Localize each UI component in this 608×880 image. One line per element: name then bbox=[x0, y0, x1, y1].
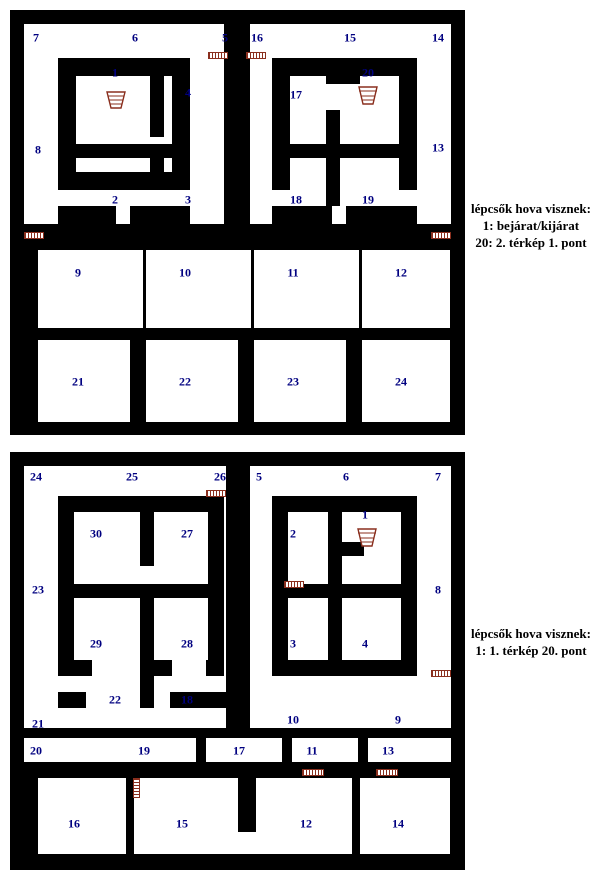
map2-wall bbox=[401, 496, 417, 676]
map1-label-11: 11 bbox=[287, 265, 299, 280]
map2-label-8: 8 bbox=[435, 582, 441, 597]
map2-wall bbox=[328, 500, 342, 542]
map2-wall bbox=[196, 738, 206, 762]
map2-label-17: 17 bbox=[233, 743, 245, 758]
map2-label-5: 5 bbox=[256, 469, 262, 484]
map2-label-11: 11 bbox=[306, 743, 318, 758]
stairs-marker bbox=[206, 490, 226, 497]
map1-label-6: 6 bbox=[132, 30, 138, 45]
map1-label-21: 21 bbox=[72, 374, 84, 389]
map1-legend bbox=[471, 200, 591, 251]
map2-label-25: 25 bbox=[126, 469, 138, 484]
map1-wall bbox=[58, 58, 190, 76]
map2-label-27: 27 bbox=[181, 526, 193, 541]
map1-label-3: 3 bbox=[185, 192, 191, 207]
map2-label-1: 1 bbox=[362, 507, 368, 522]
map2-label-16: 16 bbox=[68, 816, 80, 831]
map2-wall bbox=[58, 496, 74, 676]
map1-wall bbox=[340, 144, 399, 158]
map2-label-28: 28 bbox=[181, 636, 193, 651]
map2-wall bbox=[58, 496, 208, 512]
map2-wall bbox=[24, 728, 451, 738]
map1-label-4: 4 bbox=[185, 85, 191, 100]
map2-wall bbox=[140, 676, 154, 708]
map1-wall bbox=[272, 58, 290, 190]
map1-label-24: 24 bbox=[395, 374, 407, 389]
map1-label-23: 23 bbox=[287, 374, 299, 389]
dungeon-map-1 bbox=[10, 10, 465, 435]
map2-legend bbox=[471, 625, 591, 659]
map2-label-3: 3 bbox=[290, 636, 296, 651]
map1-room-23 bbox=[254, 340, 346, 422]
map1-room-9 bbox=[38, 250, 143, 328]
map1-wall bbox=[58, 58, 76, 190]
map1-room-22 bbox=[146, 340, 238, 422]
map1-label-18: 18 bbox=[290, 192, 302, 207]
map2-room-16 bbox=[38, 778, 126, 854]
map2-label-14: 14 bbox=[392, 816, 404, 831]
map1-wall bbox=[326, 110, 340, 144]
map2-label-26: 26 bbox=[214, 469, 226, 484]
stairs-marker bbox=[24, 232, 44, 239]
map2-wall bbox=[58, 692, 86, 708]
map1-wall bbox=[58, 206, 116, 224]
map2-label-29: 29 bbox=[90, 636, 102, 651]
map1-wall bbox=[130, 206, 190, 224]
map1-label-20: 20 bbox=[362, 65, 374, 80]
stairs-marker bbox=[376, 769, 398, 776]
map2-label-2: 2 bbox=[290, 526, 296, 541]
map2-label-21: 21 bbox=[32, 716, 44, 731]
map2-label-6: 6 bbox=[343, 469, 349, 484]
map2-label-18: 18 bbox=[181, 692, 193, 707]
stairs-marker bbox=[208, 52, 228, 59]
map1-wall bbox=[150, 158, 164, 190]
map1-wall bbox=[272, 206, 332, 224]
map2-label-24: 24 bbox=[30, 469, 42, 484]
pot-icon bbox=[355, 526, 379, 548]
map2-wall bbox=[358, 738, 368, 762]
map2-wall bbox=[140, 500, 154, 566]
map1-label-15: 15 bbox=[344, 30, 356, 45]
map1-label-22: 22 bbox=[179, 374, 191, 389]
map2-room-notch bbox=[238, 832, 256, 854]
map2-label-10: 10 bbox=[287, 712, 299, 727]
map2-legend-line-1: 1: 1. térkép 20. pont bbox=[475, 643, 587, 658]
map1-label-8: 8 bbox=[35, 142, 41, 157]
map2-wall bbox=[226, 466, 250, 728]
map2-wall bbox=[170, 692, 226, 708]
map1-label-19: 19 bbox=[362, 192, 374, 207]
map1-legend-line-2: 20: 2. térkép 1. pont bbox=[475, 235, 587, 250]
map1-wall bbox=[326, 158, 340, 206]
map2-wall bbox=[272, 660, 417, 676]
map2-label-22: 22 bbox=[109, 692, 121, 707]
map1-wall bbox=[346, 206, 417, 224]
stairs-marker bbox=[133, 778, 140, 798]
map2-label-12: 12 bbox=[300, 816, 312, 831]
map2-label-7: 7 bbox=[435, 469, 441, 484]
map1-wall bbox=[150, 144, 190, 158]
map1-label-5: 5 bbox=[222, 30, 228, 45]
map1-label-1: 1 bbox=[112, 65, 118, 80]
map2-room-14 bbox=[360, 778, 450, 854]
map1-label-7: 7 bbox=[33, 30, 39, 45]
map2-label-13: 13 bbox=[382, 743, 394, 758]
map2-wall bbox=[272, 496, 417, 512]
map2-wall bbox=[74, 584, 154, 598]
map2-label-23: 23 bbox=[32, 582, 44, 597]
pot-icon bbox=[356, 84, 380, 106]
map2-wall bbox=[342, 584, 401, 598]
map1-wall bbox=[172, 58, 190, 190]
map1-label-12: 12 bbox=[395, 265, 407, 280]
map1-label-10: 10 bbox=[179, 265, 191, 280]
map1-wall bbox=[150, 62, 164, 137]
stairs-marker bbox=[431, 232, 451, 239]
map2-label-15: 15 bbox=[176, 816, 188, 831]
map1-wall bbox=[58, 172, 190, 190]
map2-wall bbox=[58, 660, 92, 676]
map2-label-4: 4 bbox=[362, 636, 368, 651]
map2-label-19: 19 bbox=[138, 743, 150, 758]
map2-label-9: 9 bbox=[395, 712, 401, 727]
stairs-marker bbox=[246, 52, 266, 59]
map1-label-17: 17 bbox=[290, 87, 302, 102]
map2-wall bbox=[154, 584, 224, 598]
map1-wall bbox=[326, 72, 360, 84]
map1-room-10 bbox=[146, 250, 251, 328]
map1-wall bbox=[399, 58, 417, 190]
stairs-marker bbox=[284, 581, 304, 588]
map2-wall bbox=[140, 598, 154, 660]
map1-room-11 bbox=[254, 250, 359, 328]
stairs-marker bbox=[302, 769, 324, 776]
map2-legend-heading: lépcsők hova visznek: bbox=[471, 626, 591, 641]
stairs-marker bbox=[431, 670, 451, 677]
map1-label-2: 2 bbox=[112, 192, 118, 207]
map1-legend-line-1: 1: bejárat/kijárat bbox=[482, 218, 580, 233]
map1-label-13: 13 bbox=[432, 140, 444, 155]
map2-wall bbox=[282, 738, 292, 762]
map1-corridor-ring-left bbox=[24, 24, 224, 224]
map2-wall bbox=[206, 660, 224, 676]
map2-wall bbox=[328, 556, 342, 660]
map2-label-20: 20 bbox=[30, 743, 42, 758]
map1-label-16: 16 bbox=[251, 30, 263, 45]
map1-label-14: 14 bbox=[432, 30, 444, 45]
map1-room-21 bbox=[38, 340, 130, 422]
map1-label-9: 9 bbox=[75, 265, 81, 280]
map2-wall bbox=[140, 660, 172, 676]
map1-legend-heading: lépcsők hova visznek: bbox=[471, 201, 591, 216]
dungeon-map-2 bbox=[10, 452, 465, 870]
map2-label-30: 30 bbox=[90, 526, 102, 541]
pot-icon bbox=[104, 88, 128, 110]
map1-room-12 bbox=[362, 250, 450, 328]
map1-wall bbox=[290, 144, 340, 158]
